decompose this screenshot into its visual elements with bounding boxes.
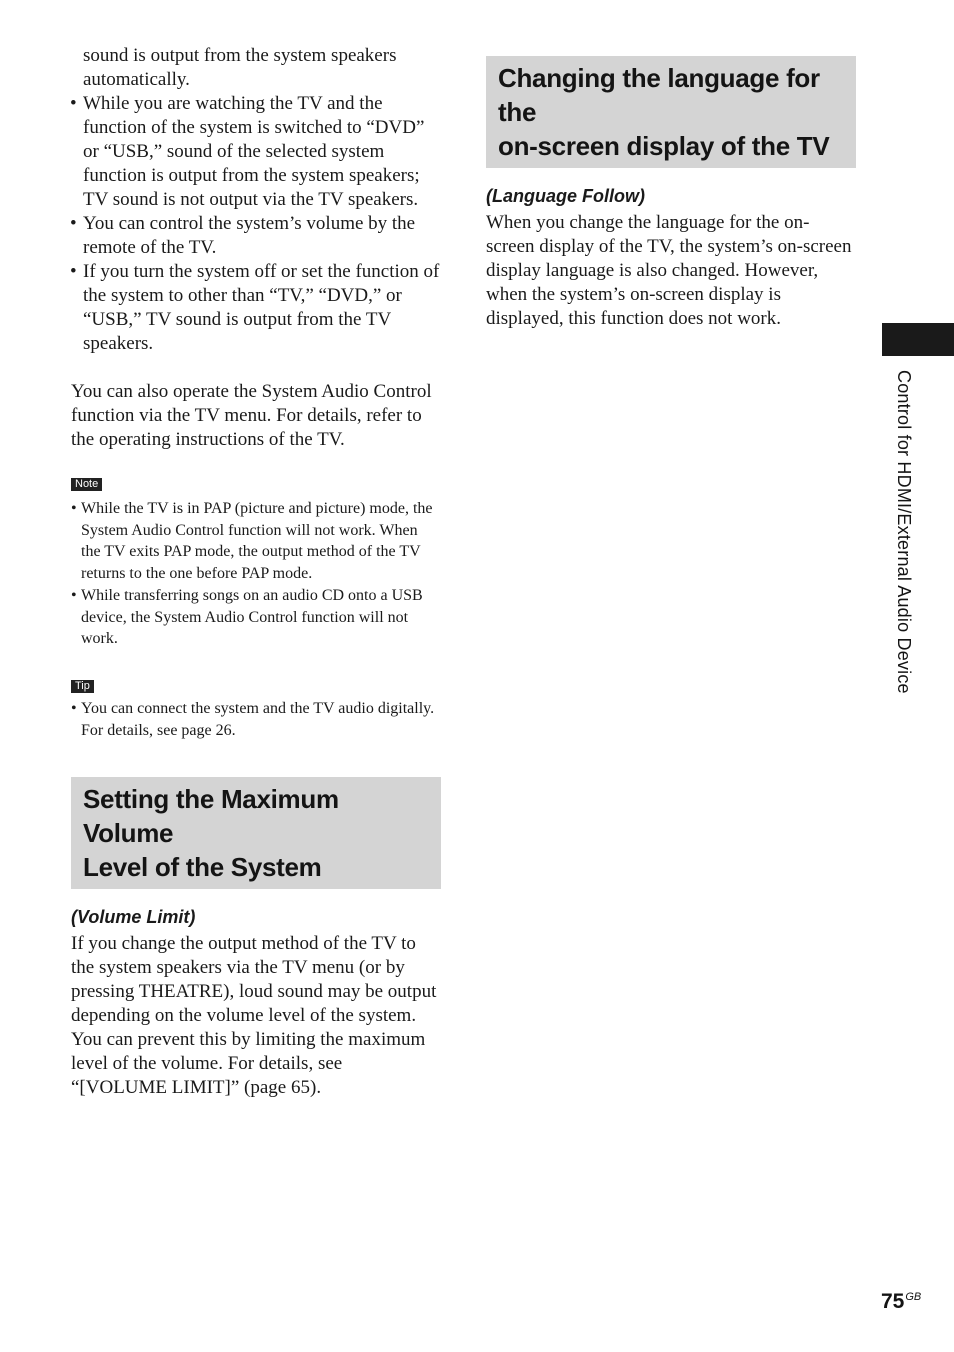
list-item: • While transferring songs on an audio CD onto a USB device, the System Audio Control function will not work. <box>71 585 441 650</box>
chapter-tab-marker <box>882 323 954 356</box>
tip-block <box>71 672 441 741</box>
tip-badge: Tip <box>71 680 94 693</box>
tv-menu-paragraph: You can also operate the System Audio Control function via the TV menu. For details, refer to the operating instructions of the TV. <box>71 381 432 450</box>
chapter-tab-label: Control for HDMI/External Audio Device <box>894 370 914 694</box>
list-item: • If you turn the system off or set the function of the system to other than “TV,” “DVD,” or “USB,” TV sound is output from the TV speakers. <box>71 260 441 356</box>
subheading-language-follow: (Language Follow) <box>486 186 645 206</box>
heading-line: Level of the System <box>83 852 322 883</box>
spacer <box>71 889 441 906</box>
list-item: • While you are watching the TV and the function of the system is switched to “DVD” or “USB,” sound of the selected system function is output from the system speakers; TV sound is not output via the TV speakers. <box>71 92 441 212</box>
spacer <box>71 650 441 672</box>
page-number-suffix: GB <box>905 1291 922 1303</box>
note-block <box>71 470 441 650</box>
section-heading-volume-limit <box>71 777 441 889</box>
left-column <box>71 44 441 1100</box>
spacer <box>71 356 441 380</box>
feature-bullet-list <box>71 92 441 356</box>
section-heading-language-follow <box>486 56 856 168</box>
language-follow-body: When you change the language for the on-screen display of the TV, the system’s on-screen display language is also changed. However, when the system’s on-screen display is displayed, this function does not work. <box>486 212 852 329</box>
heading-line: Setting the Maximum Volume <box>83 784 339 849</box>
spacer <box>71 741 441 777</box>
continuation-text: sound is output from the system speakers automatically. <box>83 45 397 90</box>
note-list <box>71 498 441 650</box>
list-item: • While the TV is in PAP (picture and picture) mode, the System Audio Control function will not work. When the TV exits PAP mode, the output method of the TV returns to the one before PAP mode. <box>71 498 441 585</box>
heading-line: on-screen display of the TV <box>498 131 830 161</box>
spacer <box>71 452 441 470</box>
heading-line: Changing the language for the <box>498 63 820 127</box>
page-number <box>881 1284 921 1315</box>
volume-limit-body: If you change the output method of the TV to the system speakers via the TV menu (or by pressing THEATRE), loud sound may be output depending on the volume level of the system. You can prevent this by limiting the maximum level of the volume. For details, see “[VOLUME LIMIT]” (page 65). <box>71 933 437 1099</box>
note-badge: Note <box>71 478 102 491</box>
page-number-value: 75 <box>881 1290 905 1313</box>
tip-list <box>71 698 441 741</box>
subheading-volume-limit: (Volume Limit) <box>71 907 196 928</box>
spacer <box>486 168 856 185</box>
list-item: • You can connect the system and the TV audio digitally. For details, see page 26. <box>71 698 441 741</box>
list-item: • You can control the system’s volume by the remote of the TV. <box>71 212 441 260</box>
right-column <box>486 56 856 331</box>
